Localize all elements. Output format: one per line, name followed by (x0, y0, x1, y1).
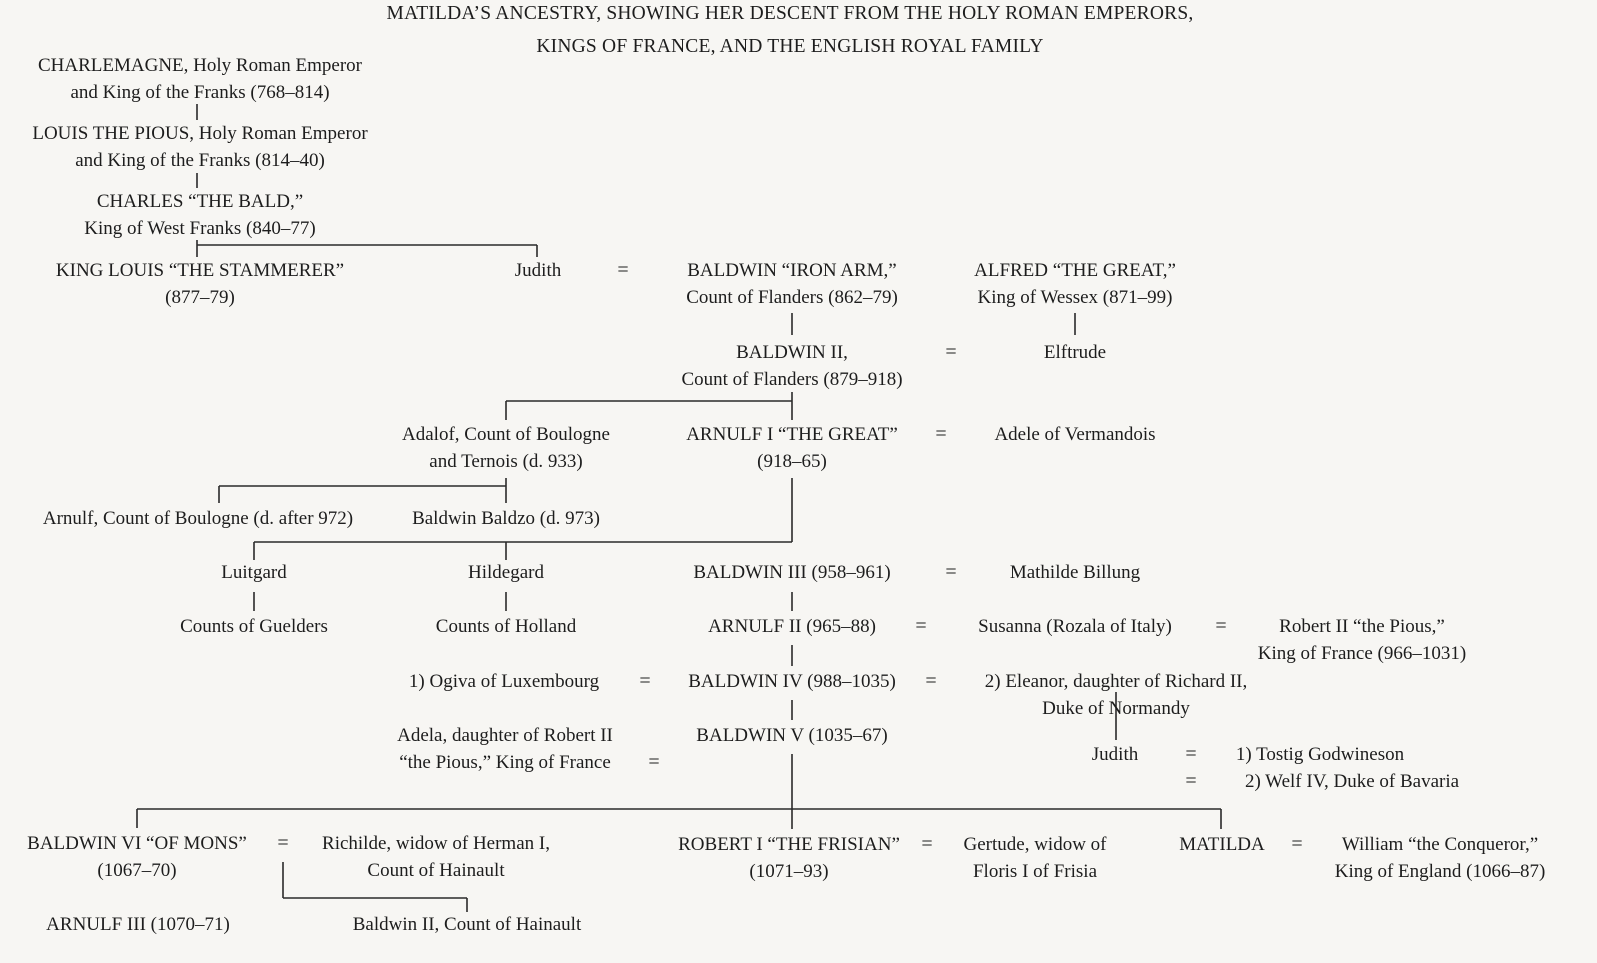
person-louis-stammerer-line: KING LOUIS “THE STAMMERER” (55, 260, 345, 281)
person-baldwin3-line: BALDWIN III (958–961) (693, 562, 891, 583)
person-robert1-line: (1071–93) (749, 861, 829, 882)
person-baldwin5 (696, 722, 887, 749)
person-judith2-line: Judith (1091, 744, 1139, 765)
marriage-symbol: = (925, 670, 937, 692)
person-robert1-line: ROBERT I “THE FRISIAN” (678, 834, 900, 855)
person-arnulf3-line: ARNULF III (1070–71) (46, 914, 230, 935)
marriage-symbol: = (1185, 743, 1197, 765)
person-baldwin2-line: Count of Flanders (879–918) (681, 369, 903, 390)
person-baldwin-baldzo-line: Baldwin Baldzo (d. 973) (412, 508, 600, 529)
marriage-symbol: = (1185, 770, 1197, 792)
person-baldwin-iron-line: Count of Flanders (862–79) (686, 287, 898, 308)
person-counts-guelders-line: Counts of Guelders (180, 616, 328, 637)
person-baldwin6-line: BALDWIN VI “OF MONS” (27, 833, 247, 854)
person-eleanor (985, 668, 1248, 722)
person-william-line: King of England (1066–87) (1334, 861, 1546, 882)
person-counts-holland (436, 613, 576, 640)
person-louis-pious (32, 120, 367, 174)
person-tostig-line: 1) Tostig Godwineson (1235, 744, 1405, 765)
person-charlemagne-line: CHARLEMAGNE, Holy Roman Emperor (37, 55, 363, 76)
person-baldwin5-line: BALDWIN V (1035–67) (696, 725, 888, 746)
person-susanna-line: Susanna (Rozala of Italy) (978, 616, 1172, 637)
person-adalof-line: and Ternois (d. 933) (429, 451, 583, 472)
person-eleanor-line: 2) Eleanor, daughter of Richard II, (984, 671, 1248, 692)
person-charles-bald-line: CHARLES “THE BALD,” (96, 191, 304, 212)
person-arnulf2-line: ARNULF II (965–88) (708, 616, 876, 637)
person-counts-guelders (180, 613, 328, 640)
person-welf-line: 2) Welf IV, Duke of Bavaria (1244, 771, 1460, 792)
person-charlemagne (38, 52, 362, 106)
person-ogiva (409, 668, 599, 695)
person-arnulf1-line: ARNULF I “THE GREAT” (686, 424, 898, 445)
person-robert2-line: King of France (966–1031) (1257, 643, 1467, 664)
person-baldwin6-line: (1067–70) (97, 860, 177, 881)
marriage-symbol: = (921, 833, 933, 855)
person-luitgard-line: Luitgard (221, 562, 287, 583)
person-judith1 (515, 257, 561, 284)
person-robert1 (678, 831, 900, 885)
person-arnulf1 (686, 421, 898, 475)
person-baldwin2 (681, 339, 902, 393)
person-alfred-line: King of Wessex (871–99) (977, 287, 1173, 308)
title-line-1: MATILDA’S ANCESTRY, SHOWING HER DESCENT FROM THE HOLY ROMAN EMPERORS, (386, 3, 1194, 24)
person-alfred-line: ALFRED “THE GREAT,” (974, 260, 1176, 281)
person-matilda-line: MATILDA (1179, 834, 1265, 855)
person-welf (1245, 768, 1459, 795)
person-adela (397, 722, 613, 776)
person-baldwin-iron-line: BALDWIN “IRON ARM,” (687, 260, 897, 281)
person-adele-line: Adele of Vermandois (994, 424, 1156, 445)
person-richilde (322, 830, 550, 884)
person-adela-line: Adela, daughter of Robert II (397, 725, 613, 746)
marriage-symbol: = (617, 259, 629, 281)
person-alfred (974, 257, 1176, 311)
person-judith1-line: Judith (514, 260, 562, 281)
marriage-symbol: = (1215, 615, 1227, 637)
marriage-symbol: = (648, 751, 660, 773)
person-baldwin4-line: BALDWIN IV (988–1035) (688, 671, 896, 692)
marriage-symbol: = (639, 670, 651, 692)
person-counts-holland-line: Counts of Holland (435, 616, 577, 637)
person-charles-bald (84, 188, 315, 242)
person-baldwin2-line: BALDWIN II, (736, 342, 848, 363)
person-luitgard (221, 559, 286, 586)
person-baldwin2-hainault-line: Baldwin II, Count of Hainault (352, 914, 582, 935)
person-baldwin-iron (686, 257, 898, 311)
person-william (1335, 831, 1546, 885)
person-baldwin3 (693, 559, 890, 586)
person-eleanor-line: Duke of Normandy (1042, 698, 1190, 719)
person-baldwin4 (688, 668, 896, 695)
person-hildegard-line: Hildegard (468, 562, 544, 583)
person-adalof (402, 421, 610, 475)
person-charles-bald-line: King of West Franks (840–77) (84, 218, 316, 239)
person-arnulf-boulogne (43, 505, 353, 532)
person-arnulf-boulogne-line: Arnulf, Count of Boulogne (d. after 972) (42, 508, 354, 529)
marriage-symbol: = (915, 615, 927, 637)
person-robert2-line: Robert II “the Pious,” (1279, 616, 1445, 637)
person-hildegard (468, 559, 544, 586)
marriage-symbol: = (935, 423, 947, 445)
person-susanna (978, 613, 1172, 640)
person-tostig (1236, 741, 1404, 768)
person-louis-stammerer-line: (877–79) (165, 287, 235, 308)
title-line-2: KINGS OF FRANCE, AND THE ENGLISH ROYAL FAMILY (536, 36, 1044, 57)
person-elftrude-line: Elftrude (1043, 342, 1107, 363)
person-adela-line: “the Pious,” King of France (399, 752, 611, 773)
person-baldwin2-hainault (353, 911, 582, 938)
person-adele (994, 421, 1155, 448)
person-matilda (1179, 831, 1265, 858)
person-arnulf1-line: (918–65) (757, 451, 827, 472)
marriage-symbol: = (945, 341, 957, 363)
person-robert2 (1258, 613, 1466, 667)
marriage-symbol: = (1291, 833, 1303, 855)
person-baldwin6 (27, 830, 247, 884)
person-gertude-line: Gertude, widow of (963, 834, 1107, 855)
person-elftrude (1044, 339, 1106, 366)
person-adalof-line: Adalof, Count of Boulogne (402, 424, 610, 445)
person-louis-stammerer (56, 257, 344, 311)
person-louis-pious-line: and King of the Franks (814–40) (75, 150, 325, 171)
person-gertude (964, 831, 1107, 885)
person-ogiva-line: 1) Ogiva of Luxembourg (408, 671, 600, 692)
person-judith2 (1092, 741, 1138, 768)
person-arnulf3 (46, 911, 230, 938)
person-mathilde-billung (1010, 559, 1140, 586)
person-baldwin-baldzo (412, 505, 600, 532)
person-louis-pious-line: LOUIS THE PIOUS, Holy Roman Emperor (32, 123, 368, 144)
marriage-symbol: = (945, 561, 957, 583)
person-arnulf2 (708, 613, 876, 640)
person-richilde-line: Count of Hainault (367, 860, 505, 881)
marriage-symbol: = (277, 832, 289, 854)
person-william-line: William “the Conqueror,” (1341, 834, 1539, 855)
person-gertude-line: Floris I of Frisia (972, 861, 1098, 882)
person-mathilde-billung-line: Mathilde Billung (1009, 562, 1141, 583)
person-richilde-line: Richilde, widow of Herman I, (322, 833, 550, 854)
person-charlemagne-line: and King of the Franks (768–814) (70, 82, 330, 103)
